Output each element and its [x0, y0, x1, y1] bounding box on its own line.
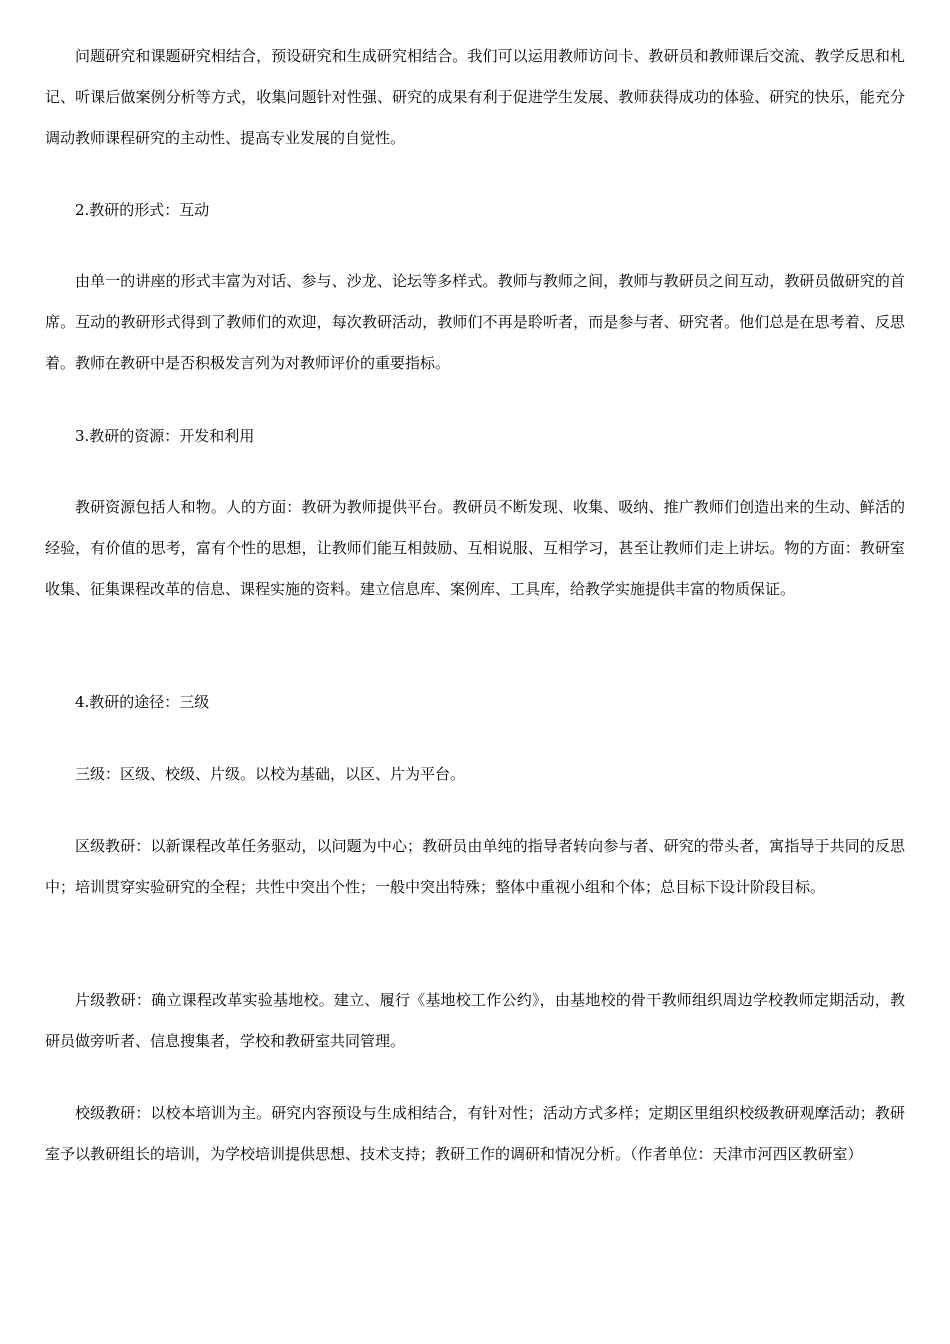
paragraph-district-level: 区级教研：以新课程改革任务驱动，以问题为中心；教研员由单纯的指导者转向参与者、研究的带头者，寓指导于共同的反思中；培训贯穿实验研究的全程；共性中突出个性；一般中突出特殊；整体中重视小组和个体；总目标下设计阶段目标。 — [45, 837, 905, 896]
paragraph-area-level: 片级教研：确立课程改革实验基地校。建立、履行《基地校工作公约》，由基地校的骨干教师组织周边学校教师定期活动，教研员做旁听者、信息搜集者，学校和教研室共同管理。 — [45, 991, 905, 1050]
paragraph-resources: 教研资源包括人和物。人的方面：教研为教师提供平台。教研员不断发现、收集、吸纳、推广教师们创造出来的生动、鲜活的经验，有价值的思考，富有个性的思想，让教师们能互相鼓励、互相说服、互相学习，甚至让教师们走上讲坛。物的方面：教研室收集、征集课程改革的信息、课程实施的资料。建立信息库、案例库、工具库，给教学实施提供丰富的物质保证。 — [45, 498, 905, 598]
paragraph-research-combination: 问题研究和课题研究相结合，预设研究和生成研究相结合。我们可以运用教师访问卡、教研员和教师课后交流、教学反思和札记、听课后做案例分析等方式，收集问题针对性强、研究的成果有利于促进学生发展、教师获得成功的体验、研究的快乐，能充分调动教师课程研究的主动性、提高专业发展的自觉性。 — [45, 47, 905, 147]
heading-research-resources: 3.教研的资源：开发和利用 — [75, 427, 255, 445]
paragraph-three-levels: 三级：区级、校级、片级。以校为基础，以区、片为平台。 — [75, 765, 466, 783]
heading-research-form: 2.教研的形式：互动 — [75, 201, 210, 219]
heading-research-approach: 4.教研的途径：三级 — [75, 693, 210, 711]
paragraph-school-level: 校级教研：以校本培训为主。研究内容预设与生成相结合，有针对性；活动方式多样；定期区里组织校级教研观摩活动；教研室予以教研组长的培训，为学校培训提供思想、技术支持；教研工作的调研和情况分析。（作者单位：天津市河西区教研室） — [45, 1104, 905, 1163]
paragraph-interaction: 由单一的讲座的形式丰富为对话、参与、沙龙、论坛等多样式。教师与教师之间，教师与教研员之间互动，教研员做研究的首席。互动的教研形式得到了教师们的欢迎，每次教研活动，教师们不再是聆听者，而是参与者、研究者。他们总是在思考着、反思着。教师在教研中是否积极发言列为对教师评价的重要指标。 — [45, 272, 905, 372]
